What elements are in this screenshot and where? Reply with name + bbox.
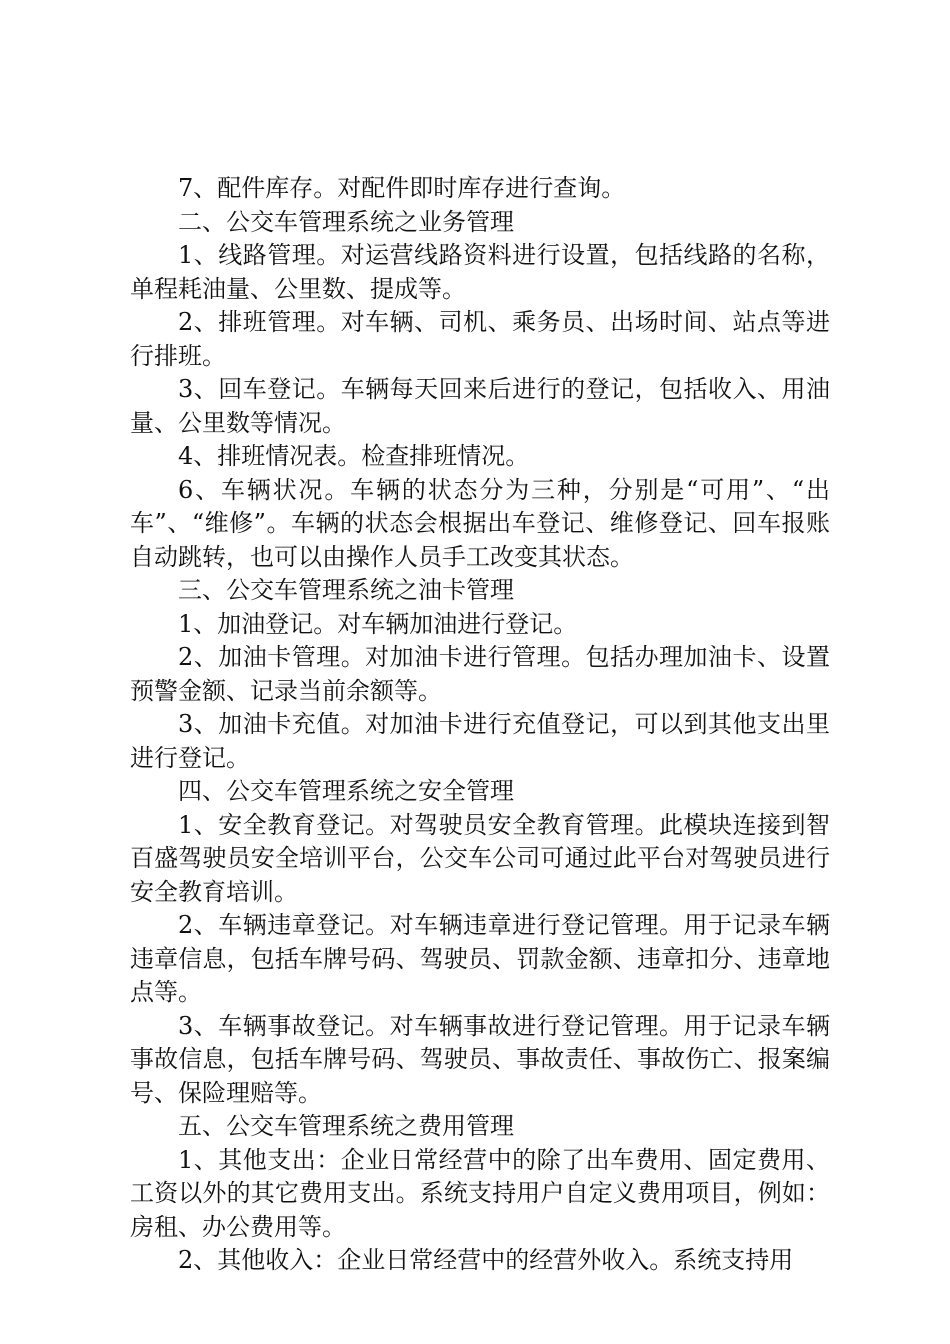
paragraph-refuel-registration: 1、加油登记。对车辆加油进行登记。	[178, 609, 578, 638]
paragraph-route-management: 1、线路管理。对运营线路资料进行设置，包括线路的名称，单程耗油量、公里数、提成等。	[130, 241, 830, 303]
paragraph-schedule-status-table: 4、排班情况表。检查排班情况。	[178, 442, 530, 470]
paragraph-violation-registration: 2、车辆违章登记。对车辆违章进行登记管理。用于记录车辆违章信息，包括车牌号码、驾驶员、罚款金额、违章扣分、违章地点等。	[130, 911, 830, 1006]
paragraph-spare-parts-inventory: 7、配件库存。对配件即时库存进行查询。	[178, 174, 626, 202]
heading-safety-management: 四、公交车管理系统之安全管理	[178, 777, 514, 805]
heading-fuel-card-management: 三、公交车管理系统之油卡管理	[178, 576, 514, 604]
paragraph-accident-registration: 3、车辆事故登记。对车辆事故进行登记管理。用于记录车辆事故信息，包括车牌号码、驾驶员、事故责任、事故伤亡、报案编号、保险理赔等。	[130, 1011, 830, 1107]
paragraph-schedule-management: 2、排班管理。对车辆、司机、乘务员、出场时间、站点等进行排班。	[130, 308, 830, 370]
paragraph-other-expenses: 1、其他支出：企业日常经营中的除了出车费用、固定费用、工资以外的其它费用支出。系统支持用户自定义费用项目，例如：房租、办公费用等。	[130, 1145, 830, 1241]
paragraph-safety-education: 1、安全教育登记。对驾驶员安全教育管理。此模块连接到智百盛驾驶员安全培训平台，公交车公司可通过此平台对驾驶员进行安全教育培训。	[130, 810, 830, 906]
heading-business-management: 二、公交车管理系统之业务管理	[178, 207, 514, 236]
heading-expense-management: 五、公交车管理系统之费用管理	[178, 1112, 514, 1140]
paragraph-vehicle-status: 6、车辆状况。车辆的状态分为三种，分别是“可用”、“出车”、“维修”。车辆的状态会根据出车登记、维修登记、回车报账自动跳转，也可以由操作人员手工改变其状态。	[130, 475, 830, 571]
paragraph-fuel-card-recharge: 3、加油卡充值。对加油卡进行充值登记，可以到其他支出里进行登记。	[130, 710, 830, 772]
paragraph-other-income: 2、其他收入：企业日常经营中的经营外收入。系统支持用	[178, 1246, 794, 1274]
paragraph-fuel-card-management: 2、加油卡管理。对加油卡进行管理。包括办理加油卡、设置预警金额、记录当前余额等。	[130, 643, 830, 705]
paragraph-return-registration: 3、回车登记。车辆每天回来后进行的登记，包括收入、用油量、公里数等情况。	[130, 375, 830, 437]
document-body	[130, 172, 830, 1278]
